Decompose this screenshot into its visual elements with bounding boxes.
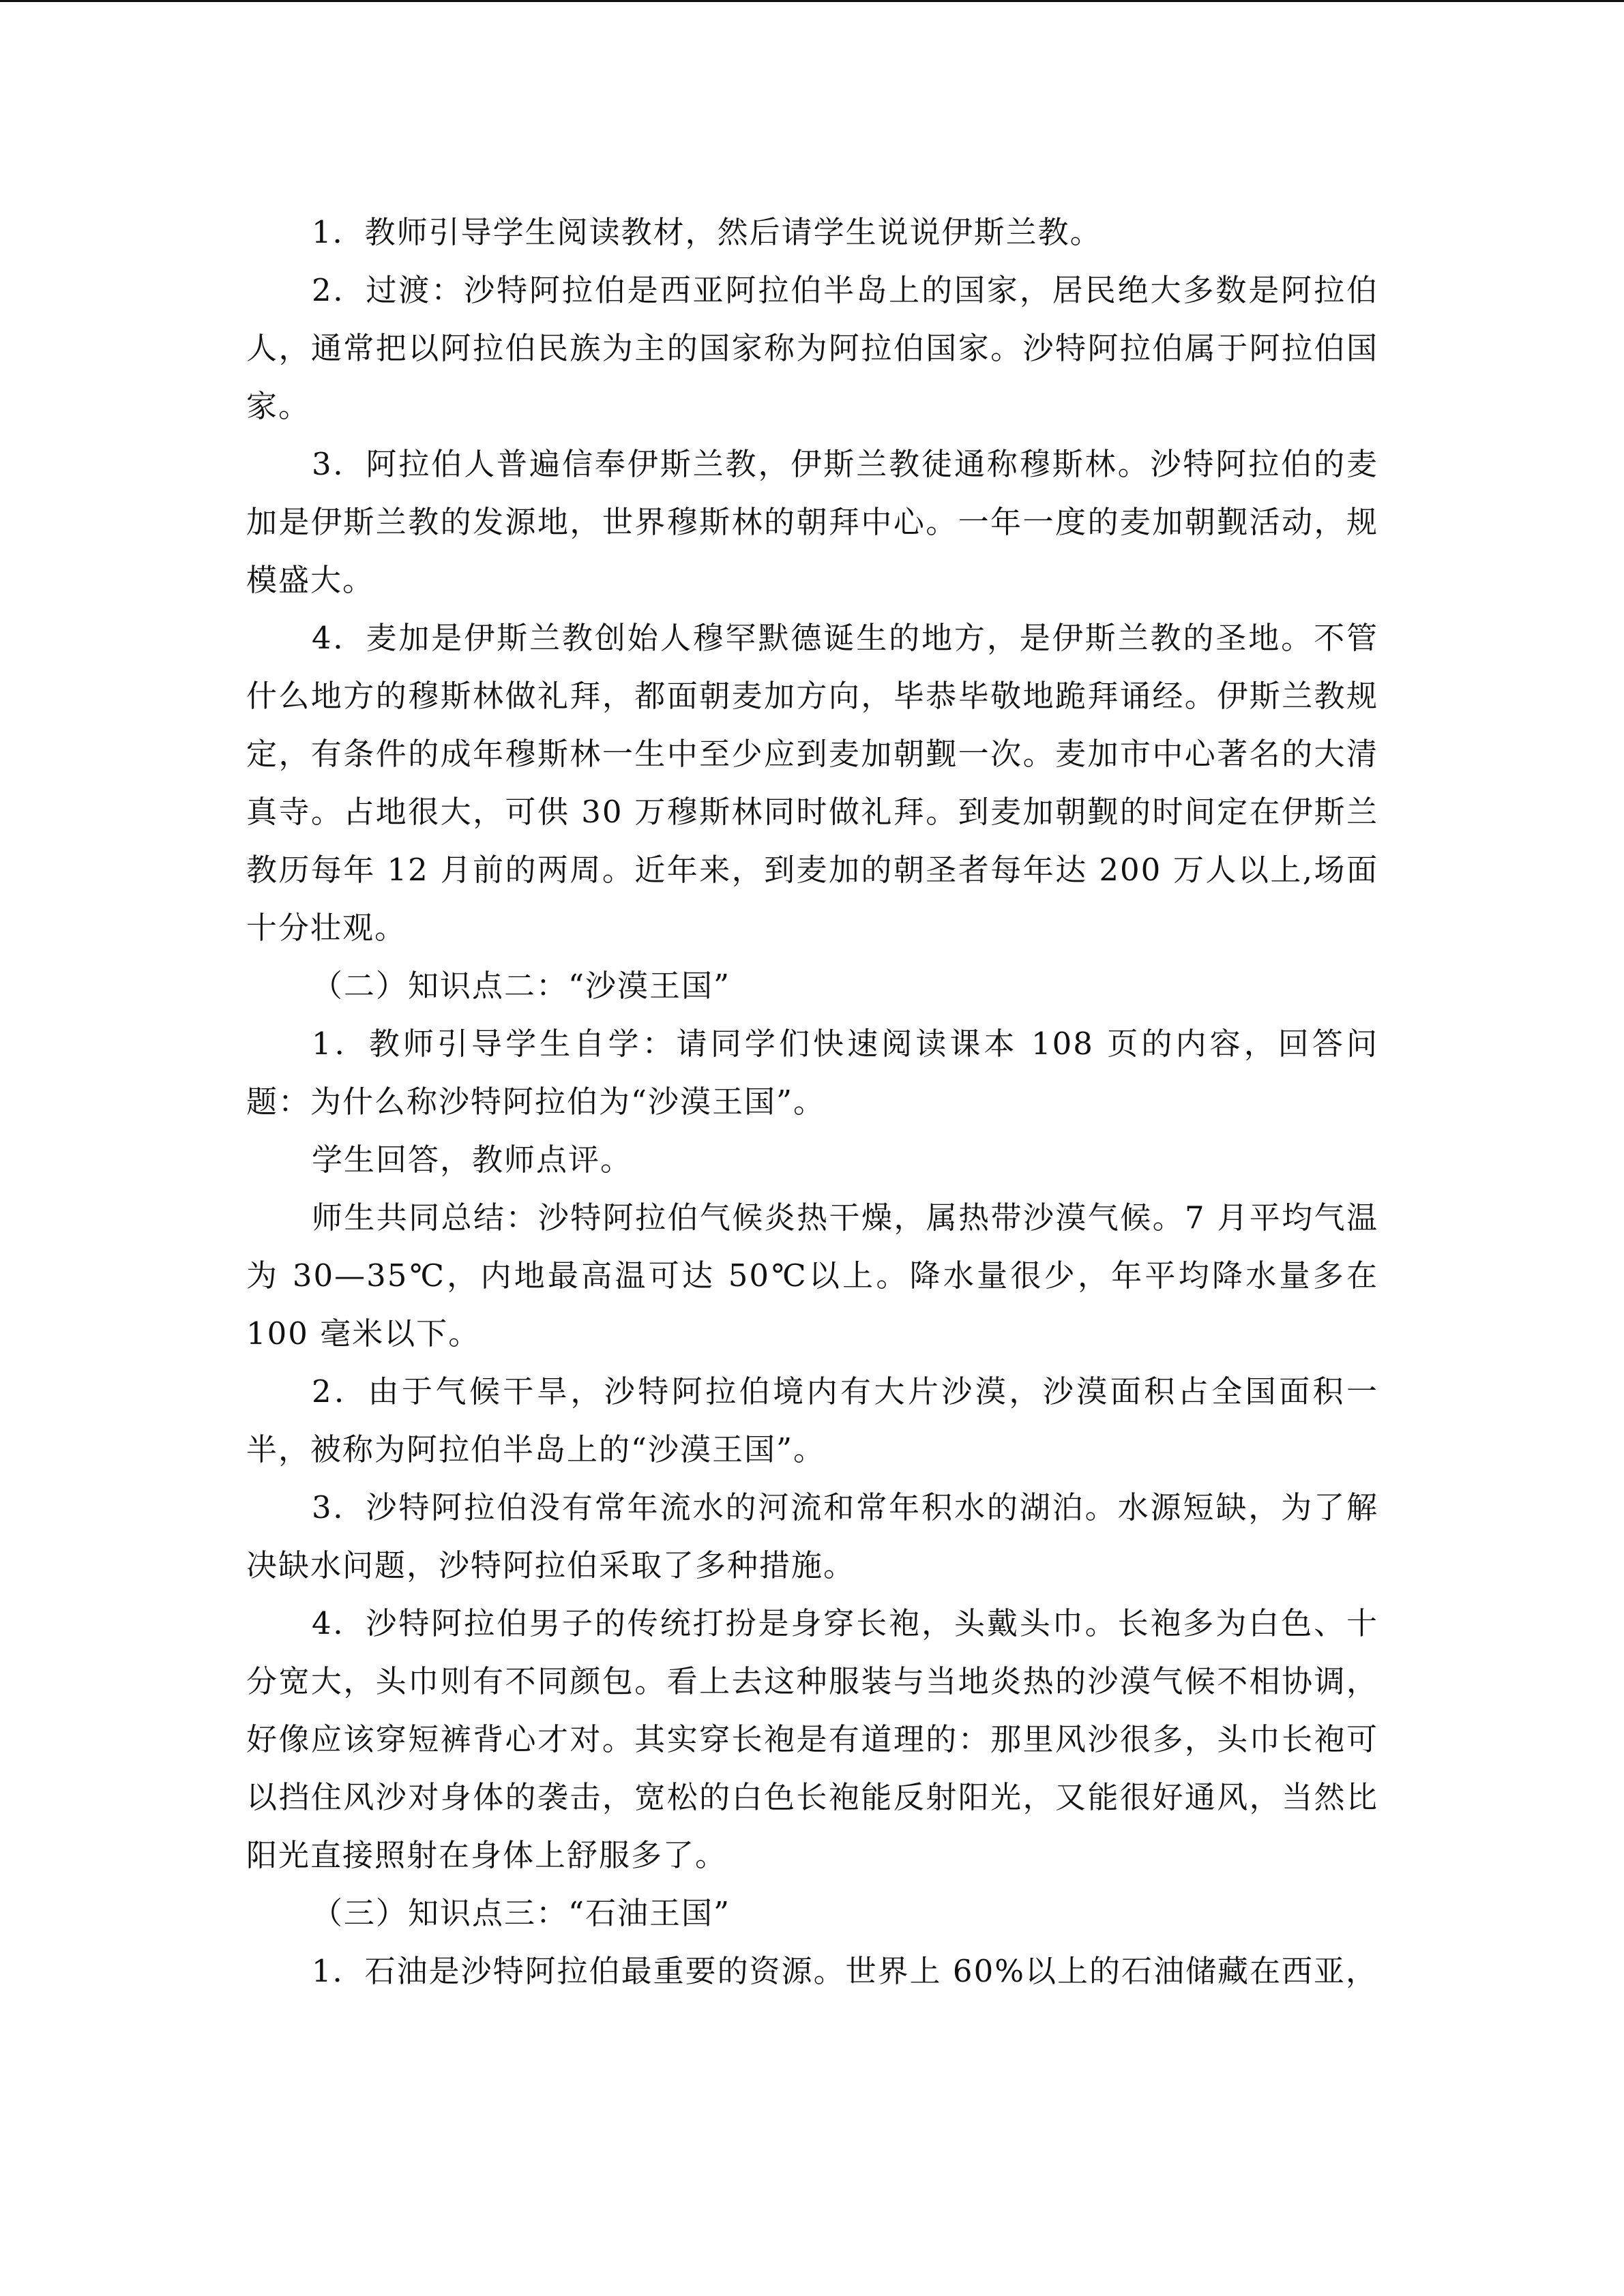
- paragraph-desert-area: 2．由于气候干旱，沙特阿拉伯境内有大片沙漠，沙漠面积占全国面积一半，被称为阿拉伯半岛上的“沙漠王国”。: [246, 1373, 1378, 1467]
- document-page: [246, 203, 1378, 2000]
- top-border-line: [0, 0, 1624, 2]
- paragraph-student-answer: 学生回答，教师点评。: [312, 1142, 633, 1178]
- paragraph-arab-countries: 2．过渡：沙特阿拉伯是西亚阿拉伯半岛上的国家，居民绝大多数是阿拉伯人，通常把以阿拉伯民族为主的国家称为阿拉伯国家。沙特阿拉伯属于阿拉伯国家。: [246, 272, 1378, 424]
- paragraph-islam-mecca: 3．阿拉伯人普遍信奉伊斯兰教，伊斯兰教徒通称穆斯林。沙特阿拉伯的麦加是伊斯兰教的发源地，世界穆斯林的朝拜中心。一年一度的麦加朝觐活动，规模盛大。: [246, 446, 1378, 598]
- section-heading-desert-kingdom: （二）知识点二：“沙漠王国”: [312, 968, 731, 1004]
- paragraph-oil-resources: 1．石油是沙特阿拉伯最重要的资源。世界上 60%以上的石油储藏在西亚，: [312, 1953, 1378, 1989]
- paragraph-traditional-dress: 4．沙特阿拉伯男子的传统打扮是身穿长袍，头戴头巾。长袍多为白色、十分宽大，头巾则有不同颜包。看上去这种服装与当地炎热的沙漠气候不相协调，好像应该穿短裤背心才对。其实穿长袍是有道理的：那里风沙很多，头巾长袍可以挡住风沙对身体的袭击，宽松的白色长袍能反射阳光，又能很好通风，当然比阳光直接照射在身体上舒服多了。: [246, 1605, 1378, 1873]
- paragraph-islam-reading: 1．教师引导学生阅读教材，然后请学生说说伊斯兰教。: [312, 214, 1102, 250]
- paragraph-climate-summary: 师生共同总结：沙特阿拉伯气候炎热干燥，属热带沙漠气候。7 月平均气温为 30—35℃，内地最高温可达 50℃以上。降水量很少，年平均降水量多在 100 毫米以下。: [246, 1199, 1378, 1352]
- paragraph-mecca-pilgrimage: 4．麦加是伊斯兰教创始人穆罕默德诞生的地方，是伊斯兰教的圣地。不管什么地方的穆斯林做礼拜，都面朝麦加方向，毕恭毕敬地跪拜诵经。伊斯兰教规定，有条件的成年穆斯林一生中至少应到麦加朝觐一次。麦加市中心著名的大清真寺。占地很大，可供 30 万穆斯林同时做礼拜。到麦加朝觐的时间定在伊斯兰教历每年 12 月前的两周。近年来，到麦加的朝圣者每年达 200 万人以上,场面十分壮观。: [246, 620, 1378, 946]
- paragraph-self-study: 1．教师引导学生自学：请同学们快速阅读课本 108 页的内容，回答问题：为什么称沙特阿拉伯为“沙漠王国”。: [246, 1026, 1378, 1120]
- section-heading-oil-kingdom: （三）知识点三：“石油王国”: [312, 1895, 731, 1931]
- paragraph-water-shortage: 3．沙特阿拉伯没有常年流水的河流和常年积水的湖泊。水源短缺，为了解决缺水问题，沙特阿拉伯采取了多种措施。: [246, 1489, 1378, 1583]
